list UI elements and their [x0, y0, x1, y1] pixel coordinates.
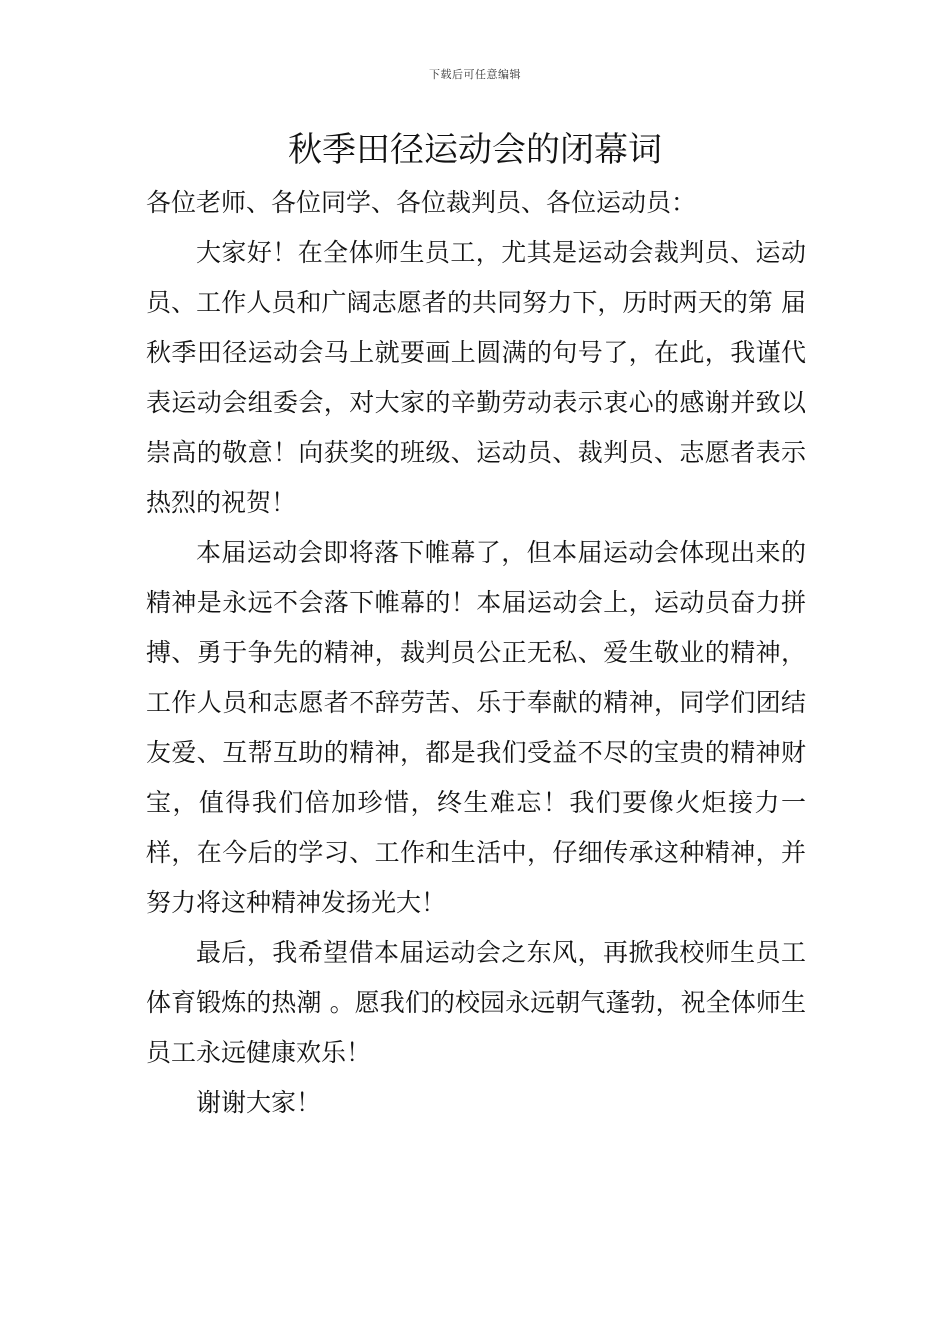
paragraph-2: 本届运动会即将落下帷幕了，但本届运动会体现出来的精神是永远不会落下帷幕的！本届运动会上，运动员奋力拼搏、勇于争先的精神，裁判员公正无私、爱生敬业的精神，工作人员和志愿者不辞劳苦、乐于奉献的精神，同学们团结友爱、互帮互助的精神，都是我们受益不尽的宝贵的精神财宝，值得我们倍加珍惜，终生难忘！我们要像火炬接力一样，在今后的学习、工作和生活中，仔细传承这种精神，并努力将这种精神发扬光大！ [146, 538, 806, 917]
closing-line: 谢谢大家！ [196, 1088, 322, 1117]
document-body [146, 178, 806, 1128]
paragraph-1: 大家好！在全体师生员工，尤其是运动会裁判员、运动员、工作人员和广阔志愿者的共同努力下，历时两天的第 届秋季田径运动会马上就要画上圆满的句号了，在此，我谨代表运动会组委会，对大家的辛勤劳动表示衷心的感谢并致以崇高的敬意！向获奖的班级、运动员、裁判员、志愿者表示热烈的祝贺！ [146, 238, 806, 517]
paragraph-3: 最后，我希望借本届运动会之东风，再掀我校师生员工体育锻炼的热潮 。愿我们的校园永远朝气蓬勃，祝全体师生员工永远健康欢乐！ [146, 938, 806, 1067]
header-note: 下载后可任意编辑 [429, 68, 521, 81]
greeting-line: 各位老师、各位同学、各位裁判员、各位运动员： [146, 188, 697, 217]
document-title: 秋季田径运动会的闭幕词 [288, 130, 662, 170]
